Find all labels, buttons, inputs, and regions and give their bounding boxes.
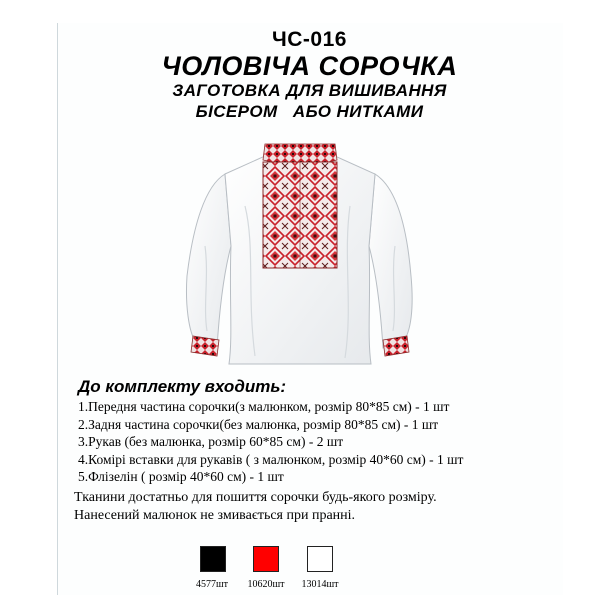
shirt-illustration	[185, 126, 415, 374]
product-subtitle-line1: ЗАГОТОВКА ДЛЯ ВИШИВАННЯ	[172, 81, 447, 100]
fabric-note: Тканини достатньо для пошиття сорочки будь-якого розміру.	[74, 490, 437, 505]
bead-swatch-red	[253, 546, 279, 572]
kit-item: 1.Передня частина сорочки(з малюнком, розмір 80*85 см) - 1 шт	[78, 399, 450, 414]
kit-heading: До комплекту входить:	[78, 377, 287, 396]
kit-item: 2.Задня частина сорочки(без малюнка, розмір 80*85 см) - 1 шт	[78, 416, 439, 432]
kit-item: 3.Рукав (без малюнка, розмір 60*85 см) - 2 шт	[78, 434, 344, 449]
product-title: ЧОЛОВІЧА СОРОЧКА	[161, 51, 458, 81]
product-subtitle-line2: БІСЕРОМ АБО НИТКАМИ	[195, 102, 424, 121]
kit-list	[78, 398, 568, 486]
product-code: ЧС-016	[272, 28, 347, 51]
wash-note: Нанесений малюнок не змивається при пранні.	[74, 508, 356, 523]
kit-item: 4.Комірі вставки для рукавів ( з малюнком, розмір 40*60 см) - 1 шт	[78, 451, 464, 467]
bead-quantity-black: 4577шт	[195, 579, 229, 590]
bead-swatch-white	[307, 546, 333, 572]
header	[57, 28, 562, 122]
bead-quantity-white: 13014шт	[301, 579, 339, 590]
bead-swatch-black	[200, 546, 226, 572]
bead-quantity-red: 10620шт	[247, 579, 285, 590]
kit-item: 5.Флізелін ( розмір 40*60 см) - 1 шт	[78, 469, 284, 484]
